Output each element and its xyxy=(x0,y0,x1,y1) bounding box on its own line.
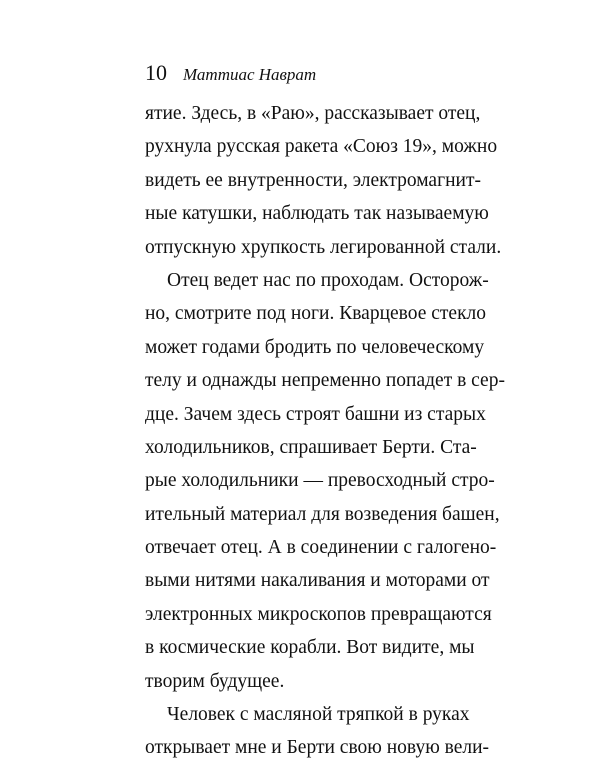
running-head xyxy=(145,60,316,90)
text-line: телу и однажды непременно попадет в сер- xyxy=(145,370,505,392)
text-line: может годами бродить по человеческому xyxy=(145,336,485,358)
text-line: в космические корабли. Вот видите, мы xyxy=(145,637,475,659)
text-line: ятие. Здесь, в «Раю», рассказывает отец, xyxy=(145,103,481,124)
page-number: 10 xyxy=(145,60,167,85)
paragraph xyxy=(145,698,490,765)
text-line: ные катушки, наблюдать так называемую xyxy=(145,203,489,225)
paragraph xyxy=(145,97,502,264)
author-name: Маттиас Наврат xyxy=(183,65,317,84)
text-line: холодильников, спрашивает Берти. Ста- xyxy=(145,436,477,458)
text-line: рые холодильники — превосходный стро- xyxy=(145,470,495,492)
text-line: дце. Зачем здесь строят башни из старых xyxy=(145,403,486,425)
text-line: открывает мне и Берти свою новую вели- xyxy=(145,737,490,759)
text-line: Человек с масляной тряпкой в руках xyxy=(167,704,470,726)
text-line: выми нитями накаливания и моторами от xyxy=(145,570,490,592)
text-line: видеть ее внутренности, электромагнит- xyxy=(145,169,481,191)
paragraph xyxy=(145,264,505,698)
text-line: ительный материал для возведения башен, xyxy=(145,503,500,525)
text-line: отпускную хрупкость легированной стали. xyxy=(145,236,502,258)
text-line: рухнула русская ракета «Союз 19», можно xyxy=(145,136,498,158)
text-line: но, смотрите под ноги. Кварцевое стекло xyxy=(145,303,487,325)
body-text xyxy=(145,97,505,765)
text-line: творим будущее. xyxy=(145,670,285,692)
text-line: Отец ведет нас по проходам. Осторож- xyxy=(167,269,489,291)
text-line: электронных микроскопов превращаются xyxy=(145,603,492,625)
text-line: отвечает отец. А в соединении с галогено- xyxy=(145,537,497,559)
